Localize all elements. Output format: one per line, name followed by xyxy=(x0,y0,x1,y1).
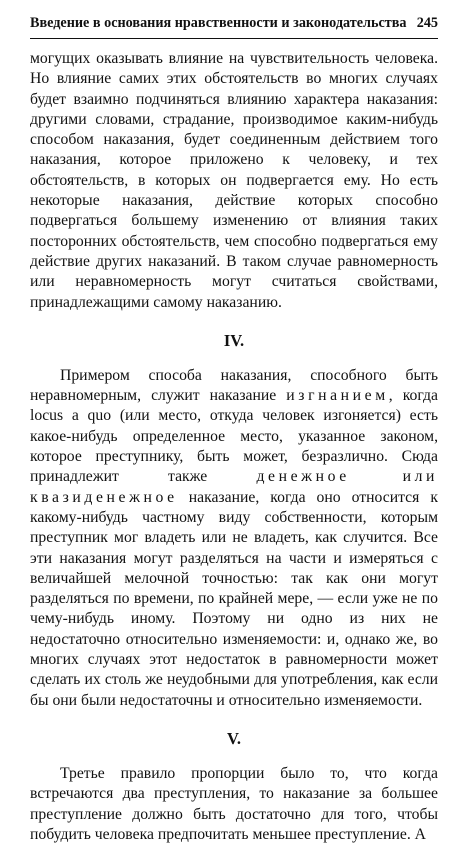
section-iv-text-1: Примером способа наказания, способного быть неравномерным, служит наказание xyxy=(30,366,438,405)
emphasis-monetary: денежное или квазиденежное xyxy=(30,468,438,506)
section-heading-v: V. xyxy=(227,728,241,748)
page-number: 245 xyxy=(416,15,438,31)
paragraph-continuation: могущих оказывать влияние на чувствительность человека. Но влияние самих этих обстоятельств во многих случаях будет взаимно подчиняться влиянию характера наказания: другими словами, страдание, производимое каким-нибудь способом наказания, будет соединенным действием того наказания, которое приложено к человеку, и тех обстоятельств, в которых он подвергается ему. Но есть некоторые наказания, действие которых способно подвергаться большему изменению от влияния таких посторонних обстоятельств, чем способно подвергаться ему действие других наказаний. В таком случае равномерность или неравномерность могут считаться свойствами, принадлежащими самому наказанию. xyxy=(30,50,438,311)
emphasis-exile: изгнанием xyxy=(286,387,389,405)
book-page xyxy=(30,14,438,845)
paragraph-section-v: Третье правило пропорции было то, что когда встречаются два преступления, то наказание за большее преступление должно быть достаточно для того, чтобы побудить человека предпочитать меньшее преступление. А xyxy=(30,764,438,843)
running-header-title: Введение в основания нравственности и законодательства xyxy=(30,15,407,31)
section-iv-text-3: наказание, когда оно относится к какому-нибудь частному виду собственности, которым преступник мог владеть или не владеть, как случится. Все эти наказания могут разделяться на части и измеряться с величайшей мелочной точностью: так как они могут разделяться по времени, по крайней мере, — если уже не по чему-нибудь иному. Поэтому ни одно из них не недостаточно относительно изменяемости: и, однако же, во многих случаях этот недостаток в равномерности может сделать их столь же неудобными для употребления, как если бы они были недостаточны и относительно изменяемости. xyxy=(30,488,438,709)
running-header xyxy=(30,14,438,39)
body-text xyxy=(30,49,438,845)
section-heading-iv: IV. xyxy=(223,330,245,350)
section-iv-text-2: , когда locus a quo (или место, откуда человек изгоняется) есть какое-нибудь определенное место, указанное законом, которое преступнику, быть может, безразлично. Сюда принадлежит также xyxy=(30,387,438,486)
paragraph-section-iv xyxy=(30,366,438,711)
